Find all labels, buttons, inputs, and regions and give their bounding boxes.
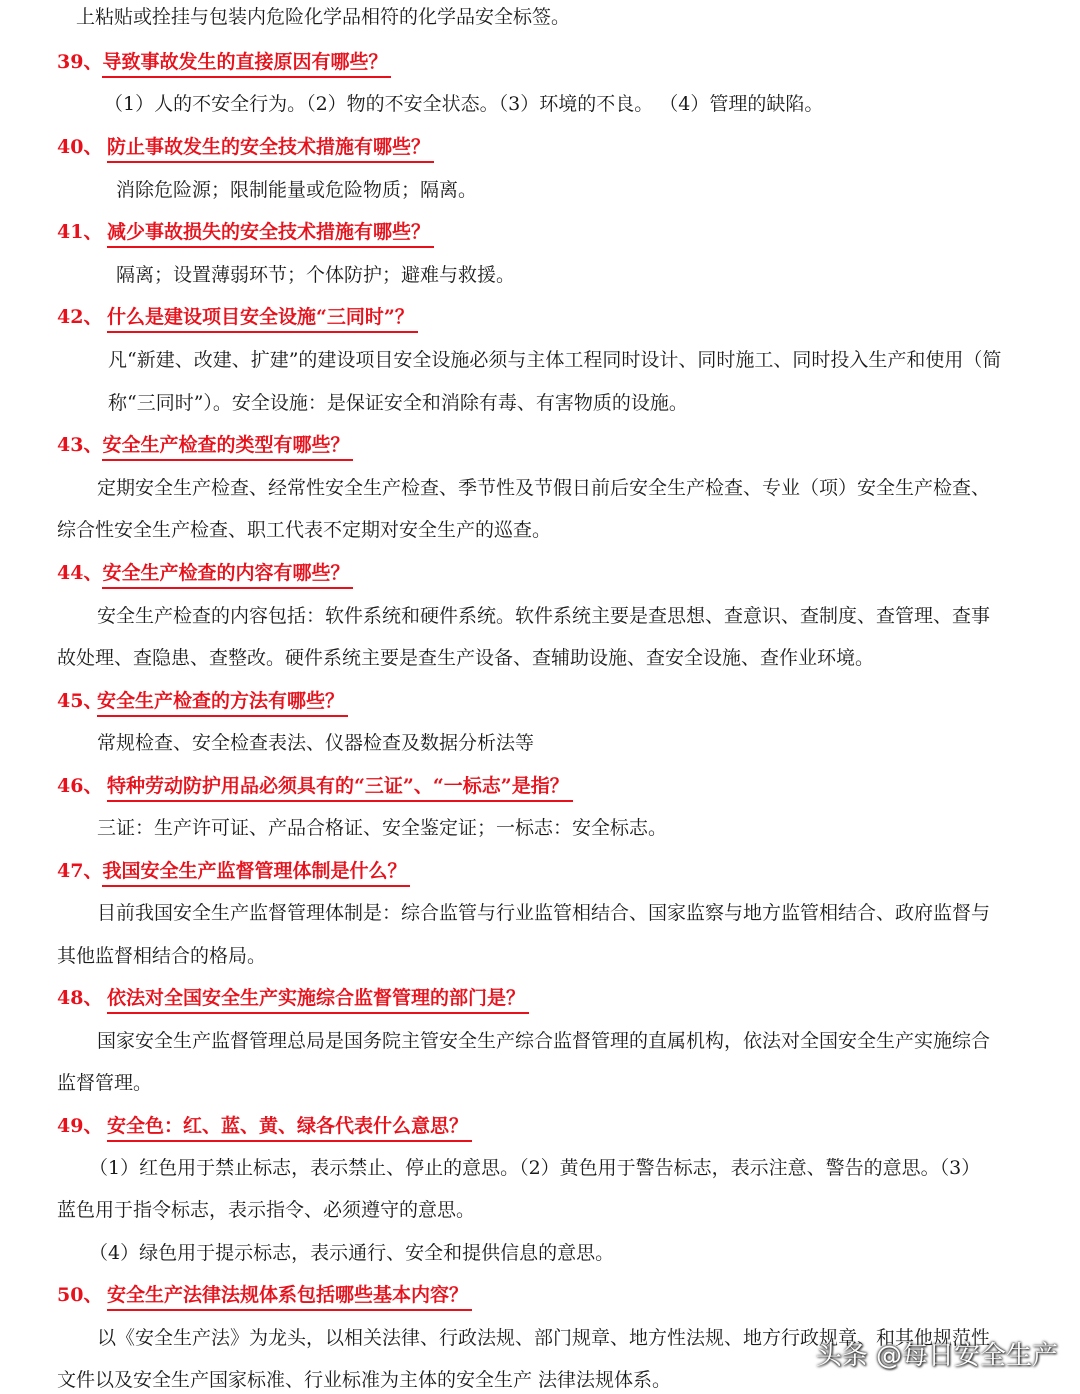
question-40	[57, 134, 434, 163]
answer-48-line1: 国家安全生产监督管理总局是国务院主管安全生产综合监督管理的直属机构，依法对全国安全生产实施综合	[97, 1030, 991, 1052]
question-text: 减少事故损失的安全技术措施有哪些？	[107, 219, 434, 248]
answer-43-line2: 综合性安全生产检查、职工代表不定期对安全生产的巡查。	[57, 519, 552, 541]
question-number: 42、	[57, 306, 103, 328]
answer-47-line2: 其他监督相结合的格局。	[57, 945, 267, 967]
question-text: 防止事故发生的安全技术措施有哪些？	[107, 134, 434, 163]
answer-43-line1: 定期安全生产检查、经常性安全生产检查、季节性及节假日前后安全生产检查、专业（项）安全生产检查、	[97, 477, 991, 499]
question-42	[57, 304, 418, 333]
question-number: 41、	[57, 221, 103, 243]
question-number: 45、	[57, 690, 103, 712]
question-number: 44、	[57, 562, 103, 584]
question-43	[57, 432, 353, 461]
question-text: 依法对全国安全生产实施综合监督管理的部门是？	[107, 985, 529, 1014]
question-number: 40、	[57, 136, 103, 158]
answer-49-line3: （4）绿色用于提示标志，表示通行、安全和提供信息的意思。	[89, 1242, 615, 1264]
question-50	[57, 1282, 472, 1311]
question-text: 安全色：红、蓝、黄、绿各代表什么意思？	[107, 1113, 472, 1142]
answer-42-line1: 凡“新建、改建、扩建”的建设项目安全设施必须与主体工程同时设计、同时施工、同时投入生产和使用（简	[108, 349, 1002, 371]
question-text: 特种劳动防护用品必须具有的“三证”、“一标志”是指？	[107, 773, 573, 802]
question-number: 39、	[57, 51, 103, 73]
question-number: 48、	[57, 987, 103, 1009]
answer-45: 常规检查、安全检查表法、仪器检查及数据分析法等	[97, 732, 535, 754]
answer-48-line2: 监督管理。	[57, 1072, 153, 1094]
question-text: 什么是建设项目安全设施“三同时”？	[107, 304, 418, 333]
answer-50-line2: 文件以及安全生产国家标准、行业标准为主体的安全生产 法律法规体系。	[57, 1369, 672, 1391]
question-text: 我国安全生产监督管理体制是什么？	[102, 858, 410, 887]
answer-44-line2: 故处理、查隐患、查整改。硬件系统主要是查生产设备、查辅助设施、查安全设施、查作业环境。	[57, 647, 875, 669]
answer-42-line2: 称“三同时”）。安全设施：是保证安全和消除有毒、有害物质的设施。	[108, 392, 688, 414]
question-number: 49、	[57, 1115, 103, 1137]
answer-49-line2: 蓝色用于指令标志，表示指令、必须遵守的意思。	[57, 1199, 476, 1221]
question-47	[57, 858, 410, 887]
question-text: 安全生产检查的内容有哪些？	[102, 560, 353, 589]
answer-46: 三证：生产许可证、产品合格证、安全鉴定证；一标志：安全标志。	[97, 817, 668, 839]
paragraph-line: 上粘贴或拴挂与包装内危险化学品相符的化学品安全标签。	[76, 6, 571, 28]
question-48	[57, 985, 529, 1014]
question-number: 46、	[57, 775, 103, 797]
answer-50-line1: 以《安全生产法》为龙头，以相关法律、行政法规、部门规章、地方性法规、地方行政规章、和其他规范性	[97, 1327, 991, 1349]
question-number: 47、	[57, 860, 103, 882]
answer-44-line1: 安全生产检查的内容包括：软件系统和硬件系统。软件系统主要是查思想、查意识、查制度、查管理、查事	[97, 605, 991, 627]
question-49	[57, 1113, 472, 1142]
question-41	[57, 219, 434, 248]
question-number: 43、	[57, 434, 103, 456]
question-46	[57, 773, 573, 802]
question-number: 50、	[57, 1284, 103, 1306]
question-45	[57, 688, 348, 717]
question-text: 安全生产检查的方法有哪些？	[97, 688, 348, 717]
question-text: 安全生产检查的类型有哪些？	[102, 432, 353, 461]
question-39	[57, 49, 391, 78]
question-text: 安全生产法律法规体系包括哪些基本内容？	[107, 1282, 472, 1311]
answer-40: 消除危险源；限制能量或危险物质；隔离。	[116, 179, 478, 201]
question-44	[57, 560, 353, 589]
answer-47-line1: 目前我国安全生产监督管理体制是：综合监管与行业监管相结合、国家监察与地方监管相结合、政府监督与	[97, 902, 991, 924]
answer-41: 隔离；设置薄弱环节；个体防护；避难与救援。	[116, 264, 516, 286]
answer-39: （1）人的不安全行为。（2）物的不安全状态。（3）环境的不良。 （4）管理的缺陷。	[104, 93, 824, 115]
answer-49-line1: （1）红色用于禁止标志，表示禁止、停止的意思。（2）黄色用于警告标志，表示注意、警告的意思。（3）	[89, 1157, 981, 1179]
watermark: 头条 @每日安全生产	[815, 1341, 1058, 1371]
question-text: 导致事故发生的直接原因有哪些？	[102, 49, 391, 78]
